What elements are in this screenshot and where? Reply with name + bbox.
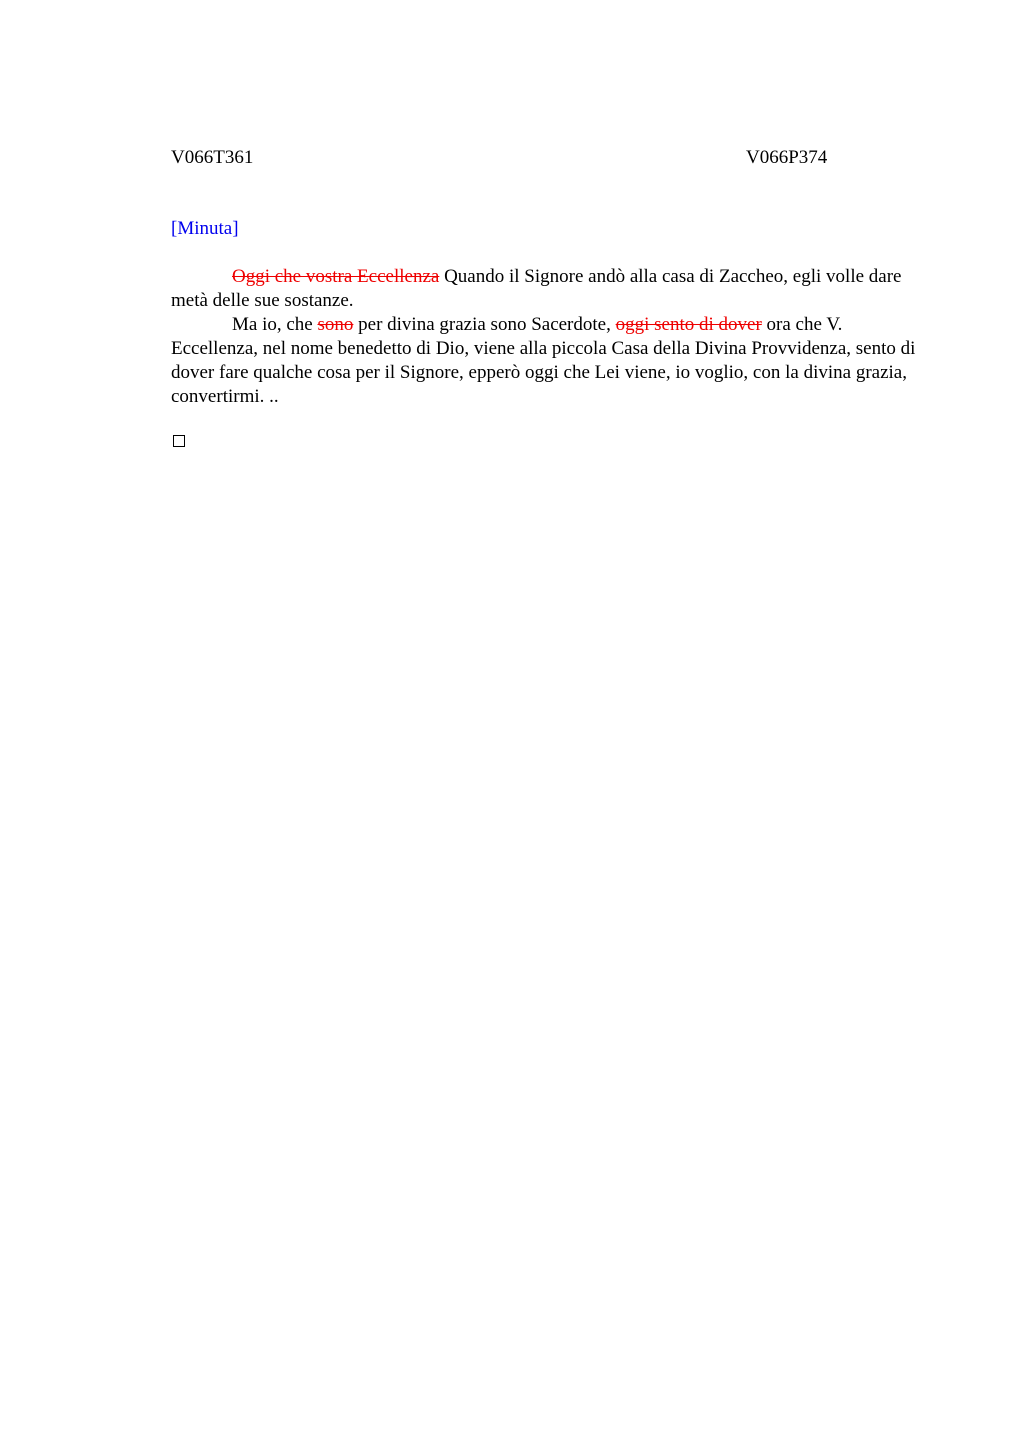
document-body bbox=[171, 265, 931, 409]
deleted-text: Oggi che vostra Eccellenza bbox=[232, 266, 440, 287]
deleted-text: sono bbox=[317, 314, 354, 335]
paragraph-text: per divina grazia sono Sacerdote, bbox=[353, 314, 616, 335]
document-code-right: V066P374 bbox=[746, 147, 828, 168]
paragraph-2 bbox=[171, 313, 931, 409]
square-outline-icon bbox=[173, 435, 185, 447]
minuta-label: [Minuta] bbox=[171, 218, 239, 239]
deleted-text: oggi sento di dover bbox=[615, 314, 762, 335]
document-code-left: V066T361 bbox=[171, 147, 254, 168]
paragraph-text: ora che V. Eccellenza, nel nome benedetto di Dio, viene alla piccola Casa della Divina Provvidenza, sento di dover fare qualche cosa per il Signore, epperò oggi che Lei viene, io voglio, con la divina grazia, convertirmi. .. bbox=[171, 314, 916, 407]
paragraph-text: Quando il Signore andò alla casa di Zaccheo, egli volle dare metà delle sue sostanze. bbox=[171, 266, 902, 311]
paragraph-text: Ma io, che bbox=[232, 314, 318, 335]
paragraph-1 bbox=[171, 265, 931, 313]
